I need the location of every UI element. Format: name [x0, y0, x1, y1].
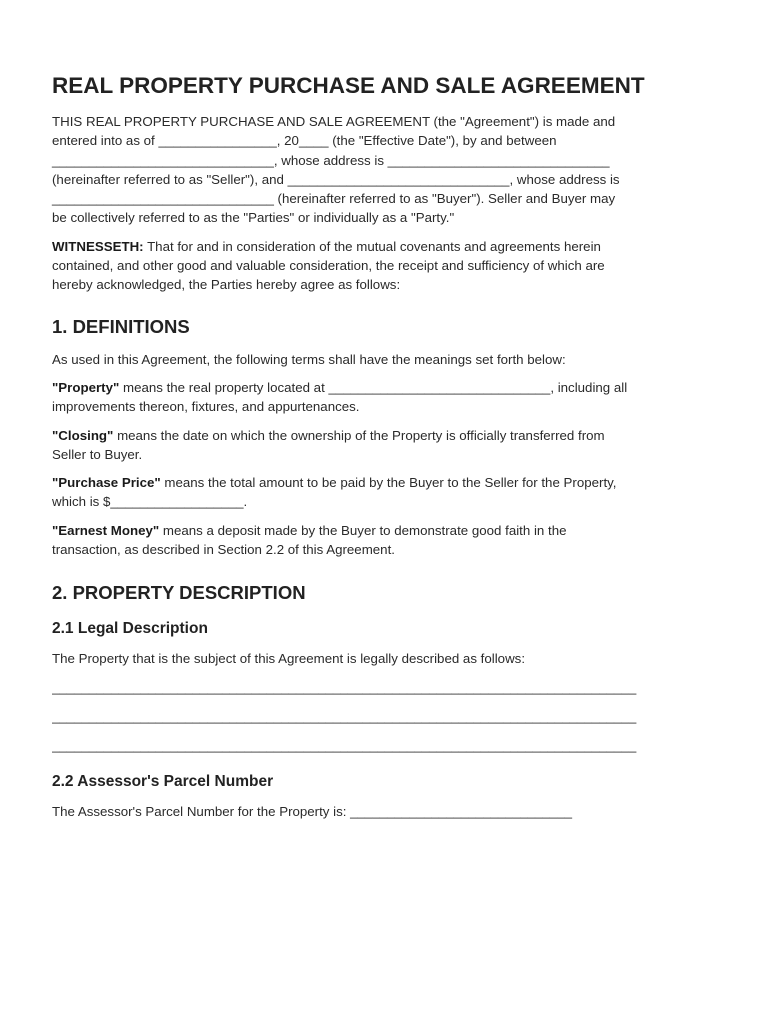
definition-term: "Purchase Price"	[52, 475, 161, 491]
document-title: REAL PROPERTY PURCHASE AND SALE AGREEMENT	[52, 73, 645, 98]
intro-line: entered into as of ________________, 20____ (the "Effective Date"), by and between	[52, 133, 557, 149]
witnesseth-line: contained, and other good and valuable consideration, the receipt and sufficiency of which are	[52, 258, 605, 274]
definition-purchase-price	[52, 473, 720, 512]
definition-text: Seller to Buyer.	[52, 446, 143, 462]
witnesseth-line: hereby acknowledged, the Parties hereby agree as follows:	[52, 277, 401, 293]
definition-text: which is $__________________.	[52, 494, 248, 510]
witnesseth-text: That for and in consideration of the mutual covenants and agreements herein	[143, 238, 601, 254]
parcel-number-text: The Assessor's Parcel Number for the Property is: ______________________________	[52, 803, 572, 819]
legal-description-blank-line: _______________________________________________________________________________	[52, 708, 637, 724]
witnesseth-label: WITNESSETH:	[52, 238, 144, 254]
definitions-intro: As used in this Agreement, the following terms shall have the meanings set forth below:	[52, 351, 566, 367]
witnesseth-paragraph	[52, 237, 720, 295]
definition-text: means a deposit made by the Buyer to demonstrate good faith in the	[159, 522, 567, 538]
legal-description-blank-line: _______________________________________________________________________________	[52, 737, 637, 753]
definition-term: "Closing"	[52, 427, 114, 443]
legal-description-text: The Property that is the subject of this Agreement is legally described as follows:	[52, 651, 526, 667]
intro-line: ______________________________ (hereinafter referred to as "Buyer"). Seller and Buyer may	[52, 191, 616, 207]
intro-line: be collectively referred to as the "Parties" or individually as a "Party."	[52, 210, 455, 226]
definition-text: means the real property located at ______________________________, including all	[119, 379, 628, 395]
intro-line: (hereinafter referred to as "Seller"), and ______________________________, whose address is	[52, 171, 620, 187]
subsection-heading-legal-description: 2.1 Legal Description	[52, 620, 208, 638]
witnesseth-line	[52, 237, 720, 256]
definition-closing	[52, 426, 720, 465]
subsection-heading-parcel-number: 2.2 Assessor's Parcel Number	[52, 772, 274, 790]
section-heading-property-description: 2. PROPERTY DESCRIPTION	[52, 582, 306, 604]
definition-text: transaction, as described in Section 2.2 of this Agreement.	[52, 542, 395, 558]
document-page	[52, 70, 720, 821]
intro-line: ______________________________, whose address is ______________________________	[52, 152, 610, 168]
definition-text: improvements thereon, fixtures, and appurtenances.	[52, 399, 360, 415]
definition-term: "Property"	[52, 379, 120, 395]
definition-text: means the date on which the ownership of the Property is officially transferred from	[113, 427, 605, 443]
intro-line: THIS REAL PROPERTY PURCHASE AND SALE AGREEMENT (the "Agreement") is made and	[52, 114, 616, 129]
section-heading-definitions: 1. DEFINITIONS	[52, 315, 190, 337]
legal-description-blank-line: _______________________________________________________________________________	[52, 679, 637, 695]
definition-property	[52, 378, 720, 417]
definition-earnest-money	[52, 521, 720, 560]
definition-text: means the total amount to be paid by the Buyer to the Seller for the Property,	[160, 475, 617, 491]
intro-paragraph	[52, 112, 720, 228]
definition-term: "Earnest Money"	[52, 522, 160, 538]
